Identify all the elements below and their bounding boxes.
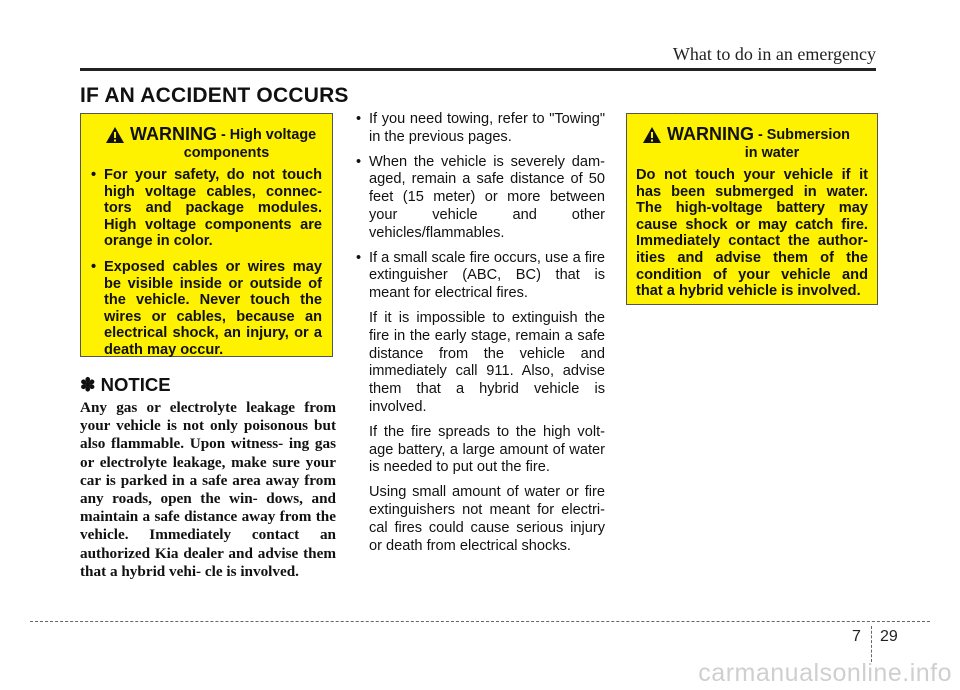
warning-triangle-icon [642,126,662,144]
warning-subtitle-continued: in water [744,145,800,161]
page-number-separator [871,626,872,662]
running-header: What to do in an emergency [672,44,876,64]
footer-rule [30,621,930,622]
paragraph: Using small amount of water or fire extinguishers not meant for electri- cal fires could cause serious injury or death from electrical shocks. [369,484,605,554]
warning-triangle-icon [105,126,125,144]
warning-list [91,167,322,359]
warning-box-submersion [626,113,878,305]
warning-subtitle: - Submersion [758,127,850,143]
warning-item: • Exposed cables or wires may be visible inside or outside of the vehicle. Never touch the wires or cables, because an electrical shock, an injury, or a death may occur. [91,259,322,359]
header-rule [80,68,876,71]
bullet-item: • If a small scale fire occurs, use a fire extinguisher (ABC, BC) that is meant for electrical fires. [355,250,605,303]
warning-box-high-voltage [80,113,333,357]
paragraph: If it is impossible to extinguish the fire in the early stage, remain a safe distance from the vehicle and immediately call 911. Also, advise them that a hybrid vehicle is involved. [369,309,605,415]
notice-label: NOTICE [100,374,171,395]
warning-item: • For your safety, do not touch high voltage cables, connec- tors and package modules. High voltage components are orange in color. [91,167,322,250]
notice-body: Any gas or electrolyte leakage from your vehicle is not only poisonous but also flammable. Upon witness- ing gas or electrolyte leakage, make sure your car is parked in a safe area away from any roads, open the win- dows, and maintain a safe distance away from the vehicle. Immediately contact an authorized Kia dealer and advise them that a hybrid vehi- cle is involved. [80,399,336,580]
warning-subtitle-continued: components [183,145,270,161]
paragraph: If the fire spreads to the high volt- age battery, a large amount of water is needed to put out the fire. [369,423,605,476]
bullet-item: • If you need towing, refer to "Towing" in the previous pages. [355,111,605,147]
notice-symbol-icon: ✽ [80,374,96,395]
chapter-number: 7 [852,628,861,645]
bullet-item: • When the vehicle is severely dam- aged, remain a safe distance of 50 feet (15 meter) or more between your vehicle and other vehicles/flammables. [355,154,605,243]
page-number: 29 [880,628,898,645]
notice-title [80,374,171,396]
middle-column [355,111,605,562]
warning-subtitle: - High voltage [221,127,317,143]
watermark-text: carmanualsonline.info [698,659,952,687]
warning-text: Do not touch your vehicle if it has been submerged in water. The high-voltage battery may cause shock or may catch fire. Immediately contact the author- ities and advise them of the condition of your vehicle and that a hybrid vehicle is involved. [636,167,868,300]
warning-word: WARNING [130,124,217,144]
section-title: IF AN ACCIDENT OCCURS [80,84,349,107]
warning-word: WARNING [667,124,754,144]
